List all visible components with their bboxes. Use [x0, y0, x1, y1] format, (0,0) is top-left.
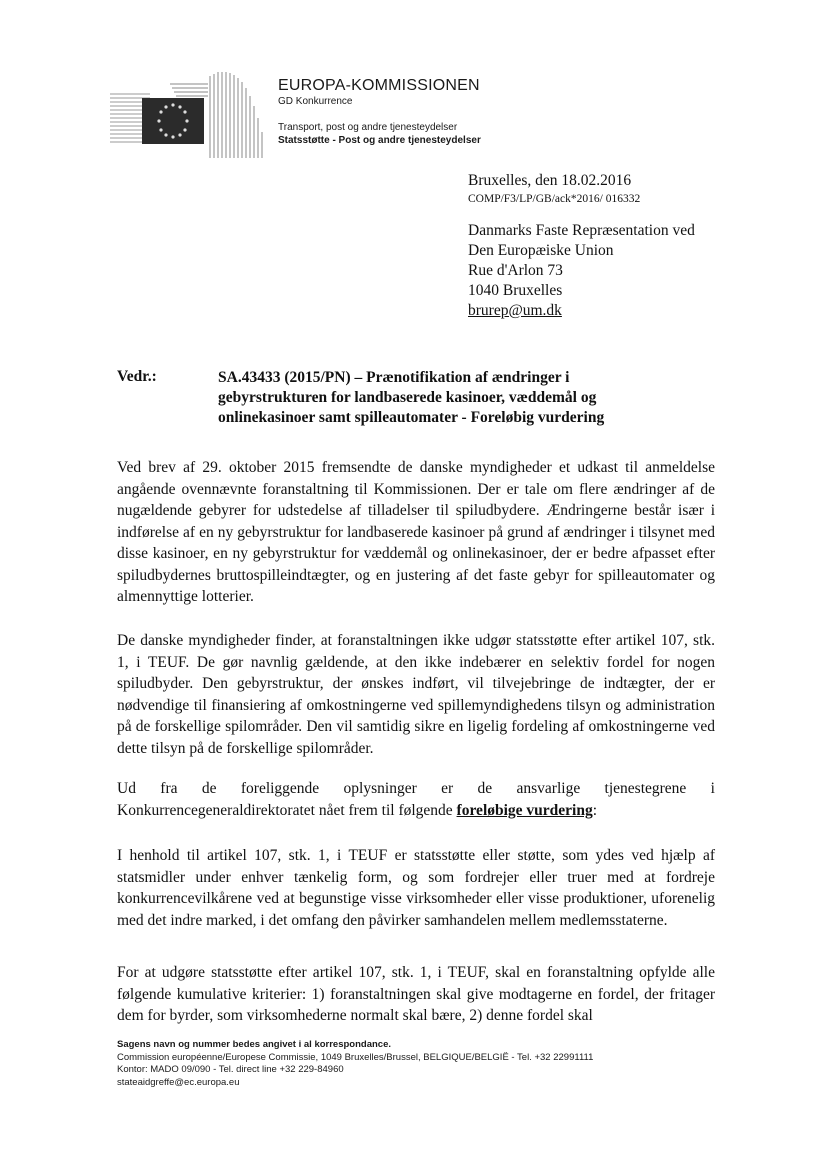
- recipient-line-2: Den Europæiske Union: [468, 242, 614, 259]
- body-paragraph-5: For at udgøre statsstøtte efter artikel 107, stk. 1, i TEUF, skal en foranstaltning opfylde alle følgende kumulative kriterier: 1) foranstaltningen skal give modtagerne en fordel, der fritager dem for byrder, som virksomhederne normalt skal bære, 2) denne fordel skal: [117, 964, 715, 1024]
- letter-reference: COMP/F3/LP/GB/ack*2016/ 016332: [468, 193, 641, 205]
- organisation-name: EUROPA-KOMMISSIONEN: [278, 77, 480, 94]
- subject-label: Vedr.:: [117, 368, 157, 385]
- footer-email-link[interactable]: stateaidgreffe@ec.europa.eu: [117, 1076, 240, 1088]
- recipient-email-link[interactable]: brurep@um.dk: [468, 302, 562, 319]
- body-paragraph-3: [117, 778, 715, 821]
- unit-name: Statsstøtte - Post og andre tjenesteydelser: [278, 135, 481, 146]
- letter-meta: [468, 171, 640, 207]
- body-paragraph-3-text: Ud fra de foreliggende oplysninger er de ansvarlige tjenestegrene i Konkurrencegeneraldirektoratet nået frem til følgende: [117, 780, 715, 819]
- eu-commission-logo: [110, 70, 270, 160]
- subject-text: SA.43433 (2015/PN) – Prænotifikation af ændringer i gebyrstrukturen for landbaserede kasinoer, væddemål og onlinekasinoer samt spilleautomater - Foreløbig vurdering: [218, 369, 605, 426]
- directorate-name: Transport, post og andre tjenesteydelser: [278, 122, 458, 133]
- preliminary-assessment-emphasis: foreløbige vurdering: [456, 801, 593, 819]
- letter-footer: [117, 1039, 593, 1089]
- body-paragraph-1: Ved brev af 29. oktober 2015 fremsendte de danske myndigheder et udkast til anmeldelse angående ovennævnte foranstaltning til Kommissionen. Der er tale om flere ændringer af de nugældende gebyrer for udstedelse af tilladelser til spiludbydere. Ændringerne består især i indførelse af en ny gebyrstruktur for landbaserede kasinoer på grund af ændringer i tilsynet med disse kasinoer, en ny gebyrstruktur for væddemål og onlinekasinoer, der er bedre afpasset efter spiludbydernes bruttospilleindtægter, og en justering af det faste gebyr for spilleautomater og almennyttige lotterier.: [117, 459, 715, 605]
- directorate-general: GD Konkurrence: [278, 96, 353, 107]
- recipient-line-1: Danmarks Faste Repræsentation ved: [468, 222, 695, 239]
- footer-office: Kontor: MADO 09/090 - Tel. direct line +32 229-84960: [117, 1064, 344, 1075]
- letter-date: Bruxelles, den 18.02.2016: [468, 172, 632, 189]
- recipient-address: [468, 221, 695, 321]
- body-paragraph-4: I henhold til artikel 107, stk. 1, i TEUF er statsstøtte eller støtte, som ydes ved hjælp af statsmidler under enhver tænkelig form, og som fordrejer eller truer med at fordreje konkurrencevilkårene ved at begunstige visse virksomheder eller visse produktioner, uforenelig med det indre marked, i det omfang den påvirker samhandelen mellem medlemsstaterne.: [117, 847, 715, 929]
- footer-notice: Sagens navn og nummer bedes angivet i al korrespondance.: [117, 1039, 391, 1050]
- body-paragraph-2: De danske myndigheder finder, at foranstaltningen ikke udgør statsstøtte efter artikel 107, stk. 1, i TEUF. De gør navnlig gældende, at den ikke indebærer en selektiv fordel for nogen spiludbyder. Den gebyrstruktur, der ønskes indført, vil tilvejebringe de indtægter, der er nødvendige til finansiering af omkostningerne ved spillemyndighedens tilsyn og administration på de forskellige spilområder. Den vil samtidig sikre en ligelig fordeling af omkostningerne ved dette tilsyn på de forskellige spilområder.: [117, 632, 715, 757]
- footer-address: Commission européenne/Europese Commissie, 1049 Bruxelles/Brussel, BELGIQUE/BELGIË - Tel. +32 22991111: [117, 1051, 594, 1063]
- recipient-line-4: 1040 Bruxelles: [468, 282, 563, 299]
- recipient-line-3: Rue d'Arlon 73: [468, 262, 563, 279]
- body-paragraph-3-end: :: [592, 801, 598, 819]
